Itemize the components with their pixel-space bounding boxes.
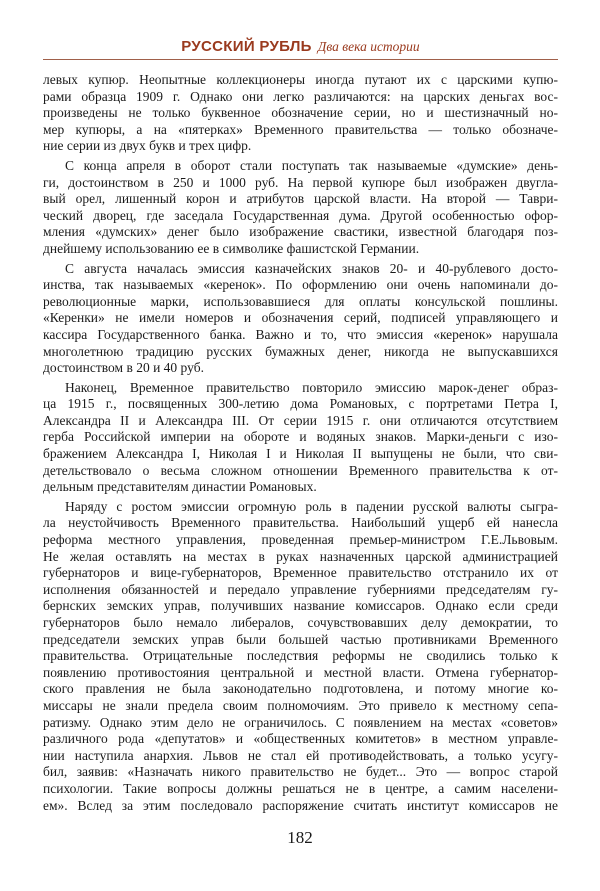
text-line: губернаторов и вице-губернаторов, Временное правительство отстранило их от — [43, 565, 558, 581]
book-title: РУССКИЙ РУБЛЬ — [181, 38, 312, 55]
text-line: достоинством в 20 и 40 руб. — [43, 360, 204, 376]
text-line: ем». Вслед за этим последовало распоряжение считать институт комиссаров не — [43, 797, 558, 813]
text-line: кассира Государственного банка. Важно и то, что эмиссия «керенок» нарушала — [43, 326, 558, 342]
text-line: различного рода «депутатов» и «общественных комитетов» в местном управле- — [43, 731, 558, 747]
paragraph — [43, 499, 558, 814]
running-header — [43, 38, 558, 60]
text-line: реформа местного управления, проведенная премьер-министром Г.Е.Львовым. — [43, 532, 558, 548]
text-line: миссары не знали предела своим полномочиям. Это привело к местному сепа- — [43, 697, 558, 713]
text-line: председатели земских управ были большей частью противниками Временного — [43, 631, 558, 647]
page-body-text — [43, 72, 558, 817]
text-line: ги, достоинством в 250 и 1000 руб. На первой купюре был изображен двугла- — [43, 174, 558, 190]
text-line: С августа началась эмиссия казначейских знаков 20- и 40-рублевого досто- — [65, 260, 558, 276]
text-line: инства, так называемых «керенок». По оформлению они очень напоминали до- — [43, 277, 558, 293]
text-line: вый орел, лишенный корон и атрибутов царской власти. На второй — Таври- — [43, 191, 558, 207]
text-line: многолетнюю традицию русских бумажных денег, никогда не выпускавшихся — [43, 343, 558, 359]
text-line: мер купюры, а на «пятерках» Временного правительства — только обозначе- — [43, 121, 558, 137]
page-number: 182 — [287, 828, 313, 847]
text-line: ние серии из двух букв и трех цифр. — [43, 138, 252, 154]
text-line: ского правления не была законодательно подготовлена, и потому многие ко- — [43, 681, 558, 697]
text-line: герба Российской империи на обороте и водяных знаков. Марки-деньги с изо- — [43, 429, 558, 445]
text-line: ратизму. Однако этим дело не ограничилось. С появлением на местах «советов» — [43, 714, 558, 730]
text-line: произведены не только буквенное обозначение серии, но и шестизначный но- — [43, 105, 558, 121]
paragraph — [43, 158, 558, 258]
paragraph — [43, 380, 558, 496]
paragraph — [43, 72, 558, 155]
text-line: бражением Александра I, Николая I и Николая II выпущены не были, что сви- — [43, 446, 558, 462]
text-line: ческий дворец, где заседала Государственная дума. Другой особенностью офор- — [43, 207, 558, 223]
text-line: правительства. Отрицательные последствия реформы не сводились только к — [43, 648, 558, 664]
text-line: рами образца 1909 г. Однако они легко различаются: на царских деньгах вос- — [43, 88, 558, 104]
text-line: психологии. Такие вопросы должны решаться не в центре, а самим населени- — [43, 780, 558, 796]
text-line: детельствовало о весьма сложном отношении Временного правительства к от- — [43, 462, 558, 478]
paragraph — [43, 261, 558, 377]
text-line: Наконец, Временное правительство повторило эмиссию марок-денег образ- — [65, 379, 558, 395]
text-line: исполнения обязанностей и передало управление губерниями председателям гу- — [43, 581, 558, 597]
text-line: С конца апреля в оборот стали поступать так называемые «думские» день- — [65, 157, 558, 173]
text-line: дельным представителям династии Романовых. — [43, 479, 317, 495]
text-line: ца 1915 г., посвященных 300-летию дома Романовых, с портретами Петра I, — [43, 396, 558, 412]
text-line: губернаторов было немало либералов, сочувствовавших делу демократии, то — [43, 615, 558, 630]
text-line: днейшему использованию ее в символике фашистской Германии. — [43, 240, 420, 256]
text-line: появлению противостояния центральной и местной власти. Отмена губернатор- — [43, 664, 558, 680]
text-line: «Керенки» не имели номеров и обозначения серий, подписей управляющего и — [43, 310, 558, 326]
text-line: Александра II и Александра III. От серии 1915 г. они отличаются отсутствием — [43, 412, 558, 428]
text-line: ла неустойчивость Временного правительства. Наибольший ущерб ей нанесла — [43, 515, 558, 531]
text-line: революционные марки, использовавшиеся для оплаты консульской пошлины. — [43, 293, 558, 309]
text-line: левых купюр. Неопытные коллекционеры иногда путают их с царскими купю- — [43, 72, 558, 87]
text-line: нии наступила анархия. Львов не стал ей противодействовать, а только усугу- — [43, 747, 558, 763]
text-line: мления «думских» денег было изображение свастики, известной благодаря поз- — [43, 224, 558, 240]
book-subtitle: Два века истории — [317, 39, 420, 54]
text-line: бернских земских управ, получивших название комиссаров. Однако если среди — [43, 598, 558, 614]
text-line: бил, заявив: «Назначать никого правительство не будет... Это — вопрос старой — [43, 764, 558, 780]
text-line: Не желая оставлять на местах в руках назначенных царской администрацией — [43, 548, 558, 564]
text-line: Наряду с ростом эмиссии огромную роль в падении русской валюты сыгра- — [65, 498, 558, 514]
